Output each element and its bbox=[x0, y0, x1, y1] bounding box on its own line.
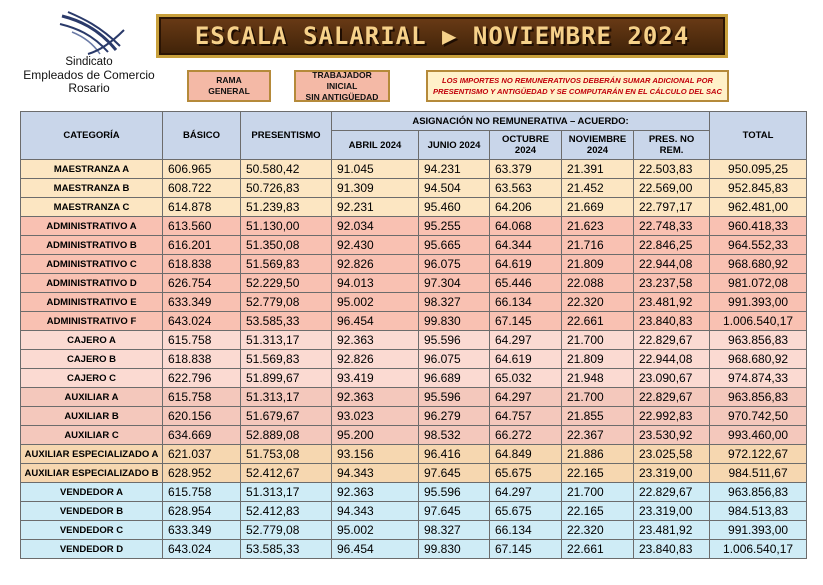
cell-junio: 95.596 bbox=[419, 331, 490, 350]
cell-basico: 614.878 bbox=[163, 198, 241, 217]
cell-presentismo: 53.585,33 bbox=[241, 312, 332, 331]
cell-junio: 97.645 bbox=[419, 464, 490, 483]
table-row bbox=[21, 464, 807, 483]
cell-basico: 633.349 bbox=[163, 293, 241, 312]
cell-junio: 97.304 bbox=[419, 274, 490, 293]
cell-total: 1.006.540,17 bbox=[710, 312, 807, 331]
cell-pres-no-rem: 23.319,00 bbox=[634, 464, 710, 483]
cell-pres-no-rem: 23.481,92 bbox=[634, 521, 710, 540]
cell-noviembre: 21.700 bbox=[562, 388, 634, 407]
cell-presentismo: 50.726,83 bbox=[241, 179, 332, 198]
cell-noviembre: 21.623 bbox=[562, 217, 634, 236]
cell-noviembre: 22.661 bbox=[562, 312, 634, 331]
cell-pres-no-rem: 23.319,00 bbox=[634, 502, 710, 521]
cell-abril: 94.343 bbox=[332, 464, 419, 483]
cell-pres-no-rem: 22.829,67 bbox=[634, 483, 710, 502]
cell-abril: 92.363 bbox=[332, 331, 419, 350]
cell-octubre: 64.619 bbox=[490, 350, 562, 369]
cell-pres-no-rem: 22.797,17 bbox=[634, 198, 710, 217]
table-row bbox=[21, 502, 807, 521]
cell-basico: 615.758 bbox=[163, 483, 241, 502]
cell-basico: 633.349 bbox=[163, 521, 241, 540]
cell-abril: 95.200 bbox=[332, 426, 419, 445]
cell-junio: 95.596 bbox=[419, 388, 490, 407]
cell-total: 991.393,00 bbox=[710, 521, 807, 540]
cell-octubre: 64.619 bbox=[490, 255, 562, 274]
cell-octubre: 64.297 bbox=[490, 483, 562, 502]
cell-junio: 98.327 bbox=[419, 521, 490, 540]
cell-categoria: MAESTRANZA A bbox=[21, 160, 163, 179]
table-row bbox=[21, 331, 807, 350]
cell-presentismo: 51.313,17 bbox=[241, 483, 332, 502]
table-row bbox=[21, 293, 807, 312]
cell-abril: 92.826 bbox=[332, 350, 419, 369]
cell-noviembre: 21.886 bbox=[562, 445, 634, 464]
cell-total: 981.072,08 bbox=[710, 274, 807, 293]
cell-pres-no-rem: 23.090,67 bbox=[634, 369, 710, 388]
cell-presentismo: 51.569,83 bbox=[241, 350, 332, 369]
table-row bbox=[21, 540, 807, 559]
cell-categoria: ADMINISTRATIVO B bbox=[21, 236, 163, 255]
cell-categoria: MAESTRANZA B bbox=[21, 179, 163, 198]
table-row bbox=[21, 255, 807, 274]
cell-octubre: 64.757 bbox=[490, 407, 562, 426]
cell-noviembre: 22.165 bbox=[562, 502, 634, 521]
cell-total: 963.856,83 bbox=[710, 388, 807, 407]
header-noviembre-line-2: 2024 bbox=[586, 145, 609, 156]
cell-abril: 92.231 bbox=[332, 198, 419, 217]
cell-basico: 615.758 bbox=[163, 388, 241, 407]
cell-pres-no-rem: 22.748,33 bbox=[634, 217, 710, 236]
cell-total: 993.460,00 bbox=[710, 426, 807, 445]
header-pres-line-1: PRES. NO bbox=[648, 134, 695, 145]
salary-table-body bbox=[21, 160, 807, 559]
cell-basico: 615.758 bbox=[163, 331, 241, 350]
cell-junio: 95.665 bbox=[419, 236, 490, 255]
header-abril: ABRIL 2024 bbox=[332, 131, 419, 160]
header-octubre bbox=[490, 131, 562, 160]
cell-octubre: 65.675 bbox=[490, 502, 562, 521]
cell-pres-no-rem: 22.569,00 bbox=[634, 179, 710, 198]
header-asignacion: ASIGNACIÓN NO REMUNERATIVA – ACUERDO: bbox=[332, 112, 710, 131]
cell-categoria: VENDEDOR B bbox=[21, 502, 163, 521]
header-pres-line-2: REM. bbox=[659, 145, 684, 156]
cell-abril: 92.363 bbox=[332, 483, 419, 502]
cell-abril: 91.045 bbox=[332, 160, 419, 179]
cell-abril: 92.430 bbox=[332, 236, 419, 255]
cell-categoria: VENDEDOR D bbox=[21, 540, 163, 559]
cell-junio: 94.231 bbox=[419, 160, 490, 179]
header-categoria: CATEGORÍA bbox=[21, 112, 163, 160]
header-basico: BÁSICO bbox=[163, 112, 241, 160]
cell-octubre: 66.134 bbox=[490, 293, 562, 312]
cell-noviembre: 21.809 bbox=[562, 350, 634, 369]
cell-abril: 94.343 bbox=[332, 502, 419, 521]
table-row bbox=[21, 407, 807, 426]
notice-line-2: PRESENTISMO Y ANTIGÜEDAD Y SE COMPUTARÁN EN EL CÁLCULO DEL SAC bbox=[432, 87, 723, 96]
cell-noviembre: 22.367 bbox=[562, 426, 634, 445]
cell-basico: 643.024 bbox=[163, 540, 241, 559]
header-junio: JUNIO 2024 bbox=[419, 131, 490, 160]
table-row bbox=[21, 483, 807, 502]
non-remunerative-notice bbox=[426, 70, 729, 102]
cell-octubre: 65.446 bbox=[490, 274, 562, 293]
cell-pres-no-rem: 23.840,83 bbox=[634, 312, 710, 331]
cell-junio: 96.689 bbox=[419, 369, 490, 388]
cell-pres-no-rem: 22.944,08 bbox=[634, 255, 710, 274]
table-row bbox=[21, 369, 807, 388]
cell-noviembre: 21.948 bbox=[562, 369, 634, 388]
cell-presentismo: 51.679,67 bbox=[241, 407, 332, 426]
logo-line-2: Empleados de Comercio bbox=[23, 68, 155, 82]
cell-pres-no-rem: 23.237,58 bbox=[634, 274, 710, 293]
cell-pres-no-rem: 22.944,08 bbox=[634, 350, 710, 369]
rama-line-2: GENERAL bbox=[208, 86, 250, 96]
header-octubre-line-1: OCTUBRE bbox=[502, 134, 549, 145]
table-row bbox=[21, 521, 807, 540]
cell-junio: 99.830 bbox=[419, 540, 490, 559]
cell-presentismo: 53.585,33 bbox=[241, 540, 332, 559]
cell-octubre: 66.134 bbox=[490, 521, 562, 540]
cell-abril: 94.013 bbox=[332, 274, 419, 293]
rama-line-1: RAMA bbox=[216, 75, 242, 85]
cell-presentismo: 52.779,08 bbox=[241, 293, 332, 312]
cell-junio: 98.327 bbox=[419, 293, 490, 312]
cell-abril: 92.034 bbox=[332, 217, 419, 236]
header-total: TOTAL bbox=[710, 112, 807, 160]
table-row bbox=[21, 179, 807, 198]
cell-noviembre: 21.855 bbox=[562, 407, 634, 426]
cell-abril: 96.454 bbox=[332, 540, 419, 559]
cell-noviembre: 21.700 bbox=[562, 331, 634, 350]
cell-categoria: AUXILIAR ESPECIALIZADO B bbox=[21, 464, 163, 483]
table-row bbox=[21, 160, 807, 179]
cell-octubre: 67.145 bbox=[490, 540, 562, 559]
cell-presentismo: 51.350,08 bbox=[241, 236, 332, 255]
cell-basico: 616.201 bbox=[163, 236, 241, 255]
cell-categoria: MAESTRANZA C bbox=[21, 198, 163, 217]
cell-basico: 613.560 bbox=[163, 217, 241, 236]
cell-octubre: 65.032 bbox=[490, 369, 562, 388]
cell-pres-no-rem: 23.481,92 bbox=[634, 293, 710, 312]
table-row bbox=[21, 274, 807, 293]
cell-total: 972.122,67 bbox=[710, 445, 807, 464]
cell-categoria: AUXILIAR C bbox=[21, 426, 163, 445]
table-row bbox=[21, 350, 807, 369]
cell-basico: 622.796 bbox=[163, 369, 241, 388]
cell-pres-no-rem: 22.992,83 bbox=[634, 407, 710, 426]
cell-categoria: ADMINISTRATIVO E bbox=[21, 293, 163, 312]
union-name bbox=[18, 56, 160, 95]
cell-total: 952.845,83 bbox=[710, 179, 807, 198]
cell-junio: 98.532 bbox=[419, 426, 490, 445]
cell-presentismo: 52.779,08 bbox=[241, 521, 332, 540]
header-pres-no-rem bbox=[634, 131, 710, 160]
cell-presentismo: 51.130,00 bbox=[241, 217, 332, 236]
cell-junio: 96.075 bbox=[419, 350, 490, 369]
cell-octubre: 64.297 bbox=[490, 388, 562, 407]
cell-abril: 92.363 bbox=[332, 388, 419, 407]
cell-pres-no-rem: 22.846,25 bbox=[634, 236, 710, 255]
cell-basico: 608.722 bbox=[163, 179, 241, 198]
cell-total: 963.856,83 bbox=[710, 483, 807, 502]
trabajador-inicial-tag bbox=[294, 70, 390, 102]
cell-noviembre: 22.165 bbox=[562, 464, 634, 483]
cell-categoria: ADMINISTRATIVO D bbox=[21, 274, 163, 293]
cell-presentismo: 51.313,17 bbox=[241, 388, 332, 407]
cell-categoria: VENDEDOR C bbox=[21, 521, 163, 540]
cell-basico: 618.838 bbox=[163, 255, 241, 274]
cell-abril: 91.309 bbox=[332, 179, 419, 198]
cell-abril: 93.023 bbox=[332, 407, 419, 426]
cell-categoria: CAJERO C bbox=[21, 369, 163, 388]
cell-noviembre: 21.809 bbox=[562, 255, 634, 274]
cell-junio: 95.596 bbox=[419, 483, 490, 502]
cell-presentismo: 51.239,83 bbox=[241, 198, 332, 217]
rama-general-tag bbox=[187, 70, 271, 102]
salary-table bbox=[20, 111, 807, 559]
cell-pres-no-rem: 22.829,67 bbox=[634, 331, 710, 350]
header-octubre-line-2: 2024 bbox=[514, 145, 537, 156]
cell-total: 974.874,33 bbox=[710, 369, 807, 388]
cell-total: 991.393,00 bbox=[710, 293, 807, 312]
page-title: ESCALA SALARIAL ▶ NOVIEMBRE 2024 bbox=[194, 22, 690, 50]
cell-presentismo: 52.229,50 bbox=[241, 274, 332, 293]
cell-categoria: AUXILIAR B bbox=[21, 407, 163, 426]
cell-basico: 634.669 bbox=[163, 426, 241, 445]
cell-categoria: CAJERO B bbox=[21, 350, 163, 369]
cell-total: 950.095,25 bbox=[710, 160, 807, 179]
cell-junio: 97.645 bbox=[419, 502, 490, 521]
logo-line-1: Sindicato bbox=[65, 56, 113, 68]
cell-abril: 93.156 bbox=[332, 445, 419, 464]
cell-presentismo: 51.899,67 bbox=[241, 369, 332, 388]
cell-basico: 628.954 bbox=[163, 502, 241, 521]
cell-total: 963.856,83 bbox=[710, 331, 807, 350]
cell-octubre: 64.297 bbox=[490, 331, 562, 350]
cell-noviembre: 22.088 bbox=[562, 274, 634, 293]
cell-categoria: ADMINISTRATIVO F bbox=[21, 312, 163, 331]
cell-abril: 95.002 bbox=[332, 293, 419, 312]
cell-categoria: ADMINISTRATIVO C bbox=[21, 255, 163, 274]
cell-junio: 99.830 bbox=[419, 312, 490, 331]
trabajador-line-2: SIN ANTIGÜEDAD bbox=[305, 91, 379, 102]
cell-presentismo: 52.889,08 bbox=[241, 426, 332, 445]
cell-abril: 92.826 bbox=[332, 255, 419, 274]
cell-octubre: 65.675 bbox=[490, 464, 562, 483]
cell-total: 960.418,33 bbox=[710, 217, 807, 236]
cell-presentismo: 51.569,83 bbox=[241, 255, 332, 274]
cell-octubre: 63.563 bbox=[490, 179, 562, 198]
table-row bbox=[21, 445, 807, 464]
cell-categoria: AUXILIAR ESPECIALIZADO A bbox=[21, 445, 163, 464]
cell-total: 968.680,92 bbox=[710, 255, 807, 274]
cell-presentismo: 52.412,83 bbox=[241, 502, 332, 521]
notice-line-1: LOS IMPORTES NO REMUNERATIVOS DEBERÁN SUMAR ADICIONAL POR bbox=[441, 76, 713, 85]
cell-basico: 626.754 bbox=[163, 274, 241, 293]
cell-junio: 95.460 bbox=[419, 198, 490, 217]
cell-categoria: AUXILIAR A bbox=[21, 388, 163, 407]
table-row bbox=[21, 236, 807, 255]
table-row bbox=[21, 426, 807, 445]
cell-noviembre: 21.716 bbox=[562, 236, 634, 255]
cell-presentismo: 51.313,17 bbox=[241, 331, 332, 350]
cell-total: 970.742,50 bbox=[710, 407, 807, 426]
cell-abril: 96.454 bbox=[332, 312, 419, 331]
header-noviembre-line-1: NOVIEMBRE bbox=[568, 134, 627, 145]
cell-categoria: CAJERO A bbox=[21, 331, 163, 350]
cell-noviembre: 22.661 bbox=[562, 540, 634, 559]
cell-basico: 621.037 bbox=[163, 445, 241, 464]
table-row bbox=[21, 198, 807, 217]
cell-junio: 95.255 bbox=[419, 217, 490, 236]
cell-octubre: 63.379 bbox=[490, 160, 562, 179]
cell-noviembre: 21.700 bbox=[562, 483, 634, 502]
cell-noviembre: 21.452 bbox=[562, 179, 634, 198]
cell-categoria: ADMINISTRATIVO A bbox=[21, 217, 163, 236]
header-noviembre bbox=[562, 131, 634, 160]
cell-noviembre: 22.320 bbox=[562, 293, 634, 312]
cell-basico: 606.965 bbox=[163, 160, 241, 179]
cell-total: 964.552,33 bbox=[710, 236, 807, 255]
trabajador-line-1: TRABAJADOR INICIAL bbox=[312, 69, 372, 91]
table-row bbox=[21, 312, 807, 331]
cell-octubre: 64.068 bbox=[490, 217, 562, 236]
table-row bbox=[21, 217, 807, 236]
cell-pres-no-rem: 22.503,83 bbox=[634, 160, 710, 179]
cell-noviembre: 21.669 bbox=[562, 198, 634, 217]
cell-junio: 96.075 bbox=[419, 255, 490, 274]
cell-pres-no-rem: 23.840,83 bbox=[634, 540, 710, 559]
cell-presentismo: 50.580,42 bbox=[241, 160, 332, 179]
cell-abril: 93.419 bbox=[332, 369, 419, 388]
cell-total: 984.511,67 bbox=[710, 464, 807, 483]
cell-junio: 94.504 bbox=[419, 179, 490, 198]
cell-abril: 95.002 bbox=[332, 521, 419, 540]
cell-total: 962.481,00 bbox=[710, 198, 807, 217]
cell-basico: 620.156 bbox=[163, 407, 241, 426]
cell-basico: 643.024 bbox=[163, 312, 241, 331]
cell-junio: 96.416 bbox=[419, 445, 490, 464]
cell-junio: 96.279 bbox=[419, 407, 490, 426]
cell-octubre: 64.344 bbox=[490, 236, 562, 255]
cell-noviembre: 21.391 bbox=[562, 160, 634, 179]
title-banner bbox=[156, 14, 728, 58]
header-presentismo: PRESENTISMO bbox=[241, 112, 332, 160]
cell-basico: 618.838 bbox=[163, 350, 241, 369]
cell-total: 968.680,92 bbox=[710, 350, 807, 369]
cell-octubre: 67.145 bbox=[490, 312, 562, 331]
cell-noviembre: 22.320 bbox=[562, 521, 634, 540]
cell-presentismo: 52.412,67 bbox=[241, 464, 332, 483]
table-row bbox=[21, 388, 807, 407]
cell-total: 984.513,83 bbox=[710, 502, 807, 521]
union-logo bbox=[18, 8, 158, 103]
cell-basico: 628.952 bbox=[163, 464, 241, 483]
cell-categoria: VENDEDOR A bbox=[21, 483, 163, 502]
cell-pres-no-rem: 23.530,92 bbox=[634, 426, 710, 445]
cell-octubre: 64.849 bbox=[490, 445, 562, 464]
cell-total: 1.006.540,17 bbox=[710, 540, 807, 559]
cell-pres-no-rem: 22.829,67 bbox=[634, 388, 710, 407]
wing-emblem-icon bbox=[58, 10, 128, 58]
cell-octubre: 64.206 bbox=[490, 198, 562, 217]
cell-pres-no-rem: 23.025,58 bbox=[634, 445, 710, 464]
logo-line-3: Rosario bbox=[68, 81, 110, 95]
cell-octubre: 66.272 bbox=[490, 426, 562, 445]
cell-presentismo: 51.753,08 bbox=[241, 445, 332, 464]
